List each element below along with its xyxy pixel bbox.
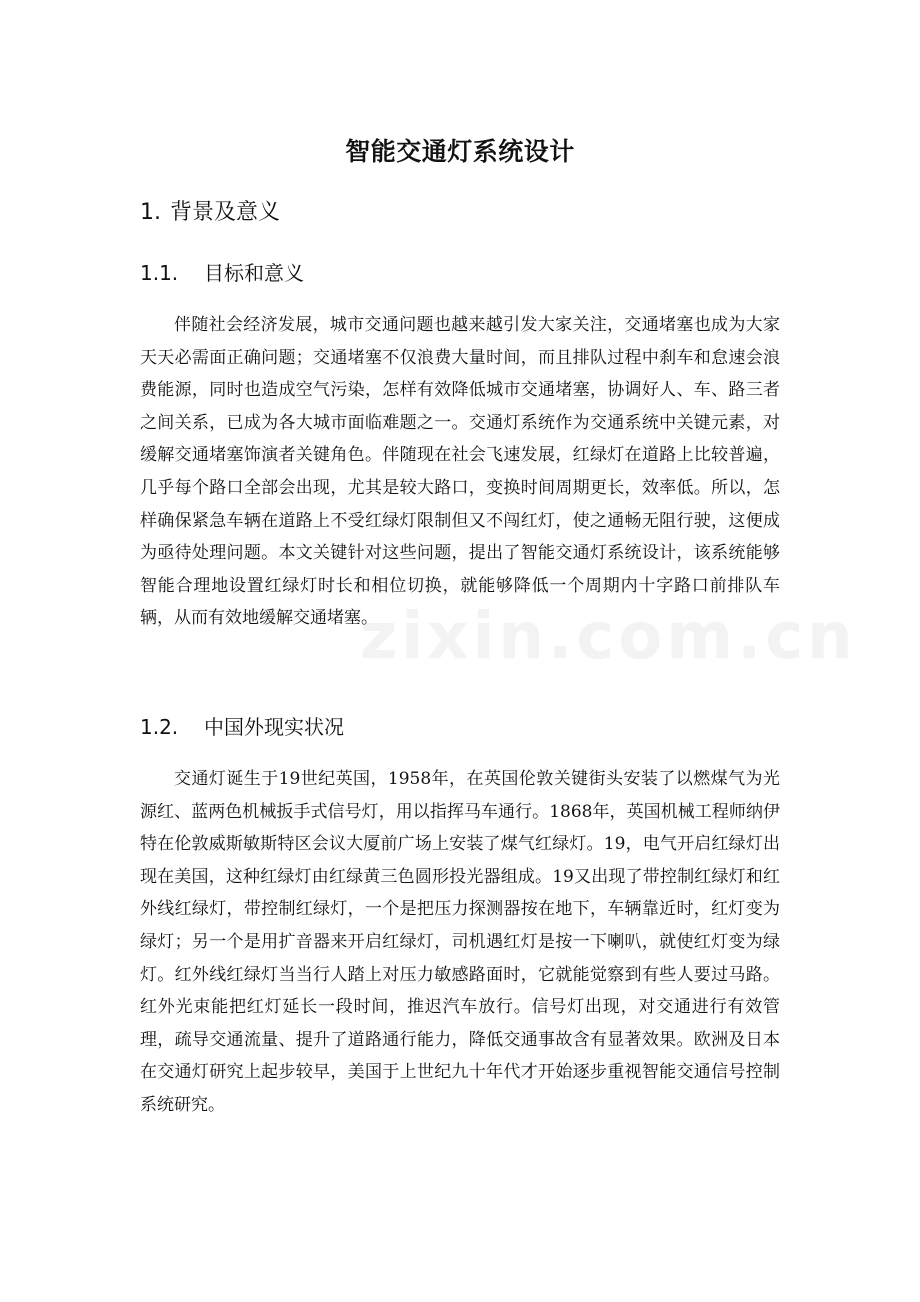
- section-1-1-paragraph: 伴随社会经济发展，城市交通问题也越来越引发大家关注，交通堵塞也成为大家天天必需面正确问题；交通堵塞不仅浪费大量时间，而且排队过程中刹车和怠速会浪费能源，同时也造成空气污染，怎样有效降低城市交通堵塞，协调好人、车、路三者之间关系，已成为各大城市面临难题之一。交通灯系统作为交通系统中关键元素，对缓解交通堵塞饰演者关键角色。伴随现在社会飞速发展，红绿灯在道路上比较普遍，几乎每个路口全部会出现，尤其是较大路口，变换时间周期更长，效率低。所以，怎样确保紧急车辆在道路上不受红绿灯限制但又不闯红灯，使之通畅无阻行驶，这便成为亟待处理问题。本文关键针对这些问题，提出了智能交通灯系统设计，该系统能够智能合理地设置红绿灯时长和相位切换，就能够降低一个周期内十字路口前排队车辆，从而有效地缓解交通堵塞。: [140, 315, 780, 629]
- section-1-2-heading: [140, 711, 344, 740]
- section-1-1-number: 1.1.: [140, 261, 179, 285]
- section-1-2-title: 中国外现实状况: [204, 715, 344, 739]
- section-1-heading: [140, 195, 280, 226]
- document-title: 智能交通灯系统设计: [345, 137, 575, 166]
- section-1-2-paragraph: 交通灯诞生于19世纪英国，1958年，在英国伦敦关键街头安装了以燃煤气为光源红、蓝两色机械扳手式信号灯，用以指挥马车通行。1868年，英国机械工程师纳伊特在伦敦威斯敏斯特区会议大厦前广场上安装了煤气红绿灯。19，电气开启红绿灯出现在美国，这种红绿灯由红绿黄三色圆形投光器组成。19又出现了带控制红绿灯和红外线红绿灯，带控制红绿灯，一个是把压力探测器按在地下，车辆靠近时，红灯变为绿灯；另一个是用扩音器来开启红绿灯，司机遇红灯是按一下喇叭，就使红灯变为绿灯。红外线红绿灯当当行人踏上对压力敏感路面时，它就能觉察到有些人要过马路。红外光束能把红灯延长一段时间，推迟汽车放行。信号灯出现，对交通进行有效管理，疏导交通流量、提升了道路通行能力，降低交通事故含有显著效果。欧洲及日本在交通灯研究上起步较早，美国于上世纪九十年代才开始逐步重视智能交通信号控制系统研究。: [140, 769, 780, 1115]
- section-1-title: 背景及意义: [170, 200, 281, 225]
- watermark: zixin.com.cn: [360, 600, 857, 674]
- section-1-2-number: 1.2.: [140, 715, 179, 739]
- section-1-number: 1.: [140, 200, 161, 225]
- section-1-1-title: 目标和意义: [204, 261, 304, 285]
- section-1-1-heading: [140, 257, 304, 286]
